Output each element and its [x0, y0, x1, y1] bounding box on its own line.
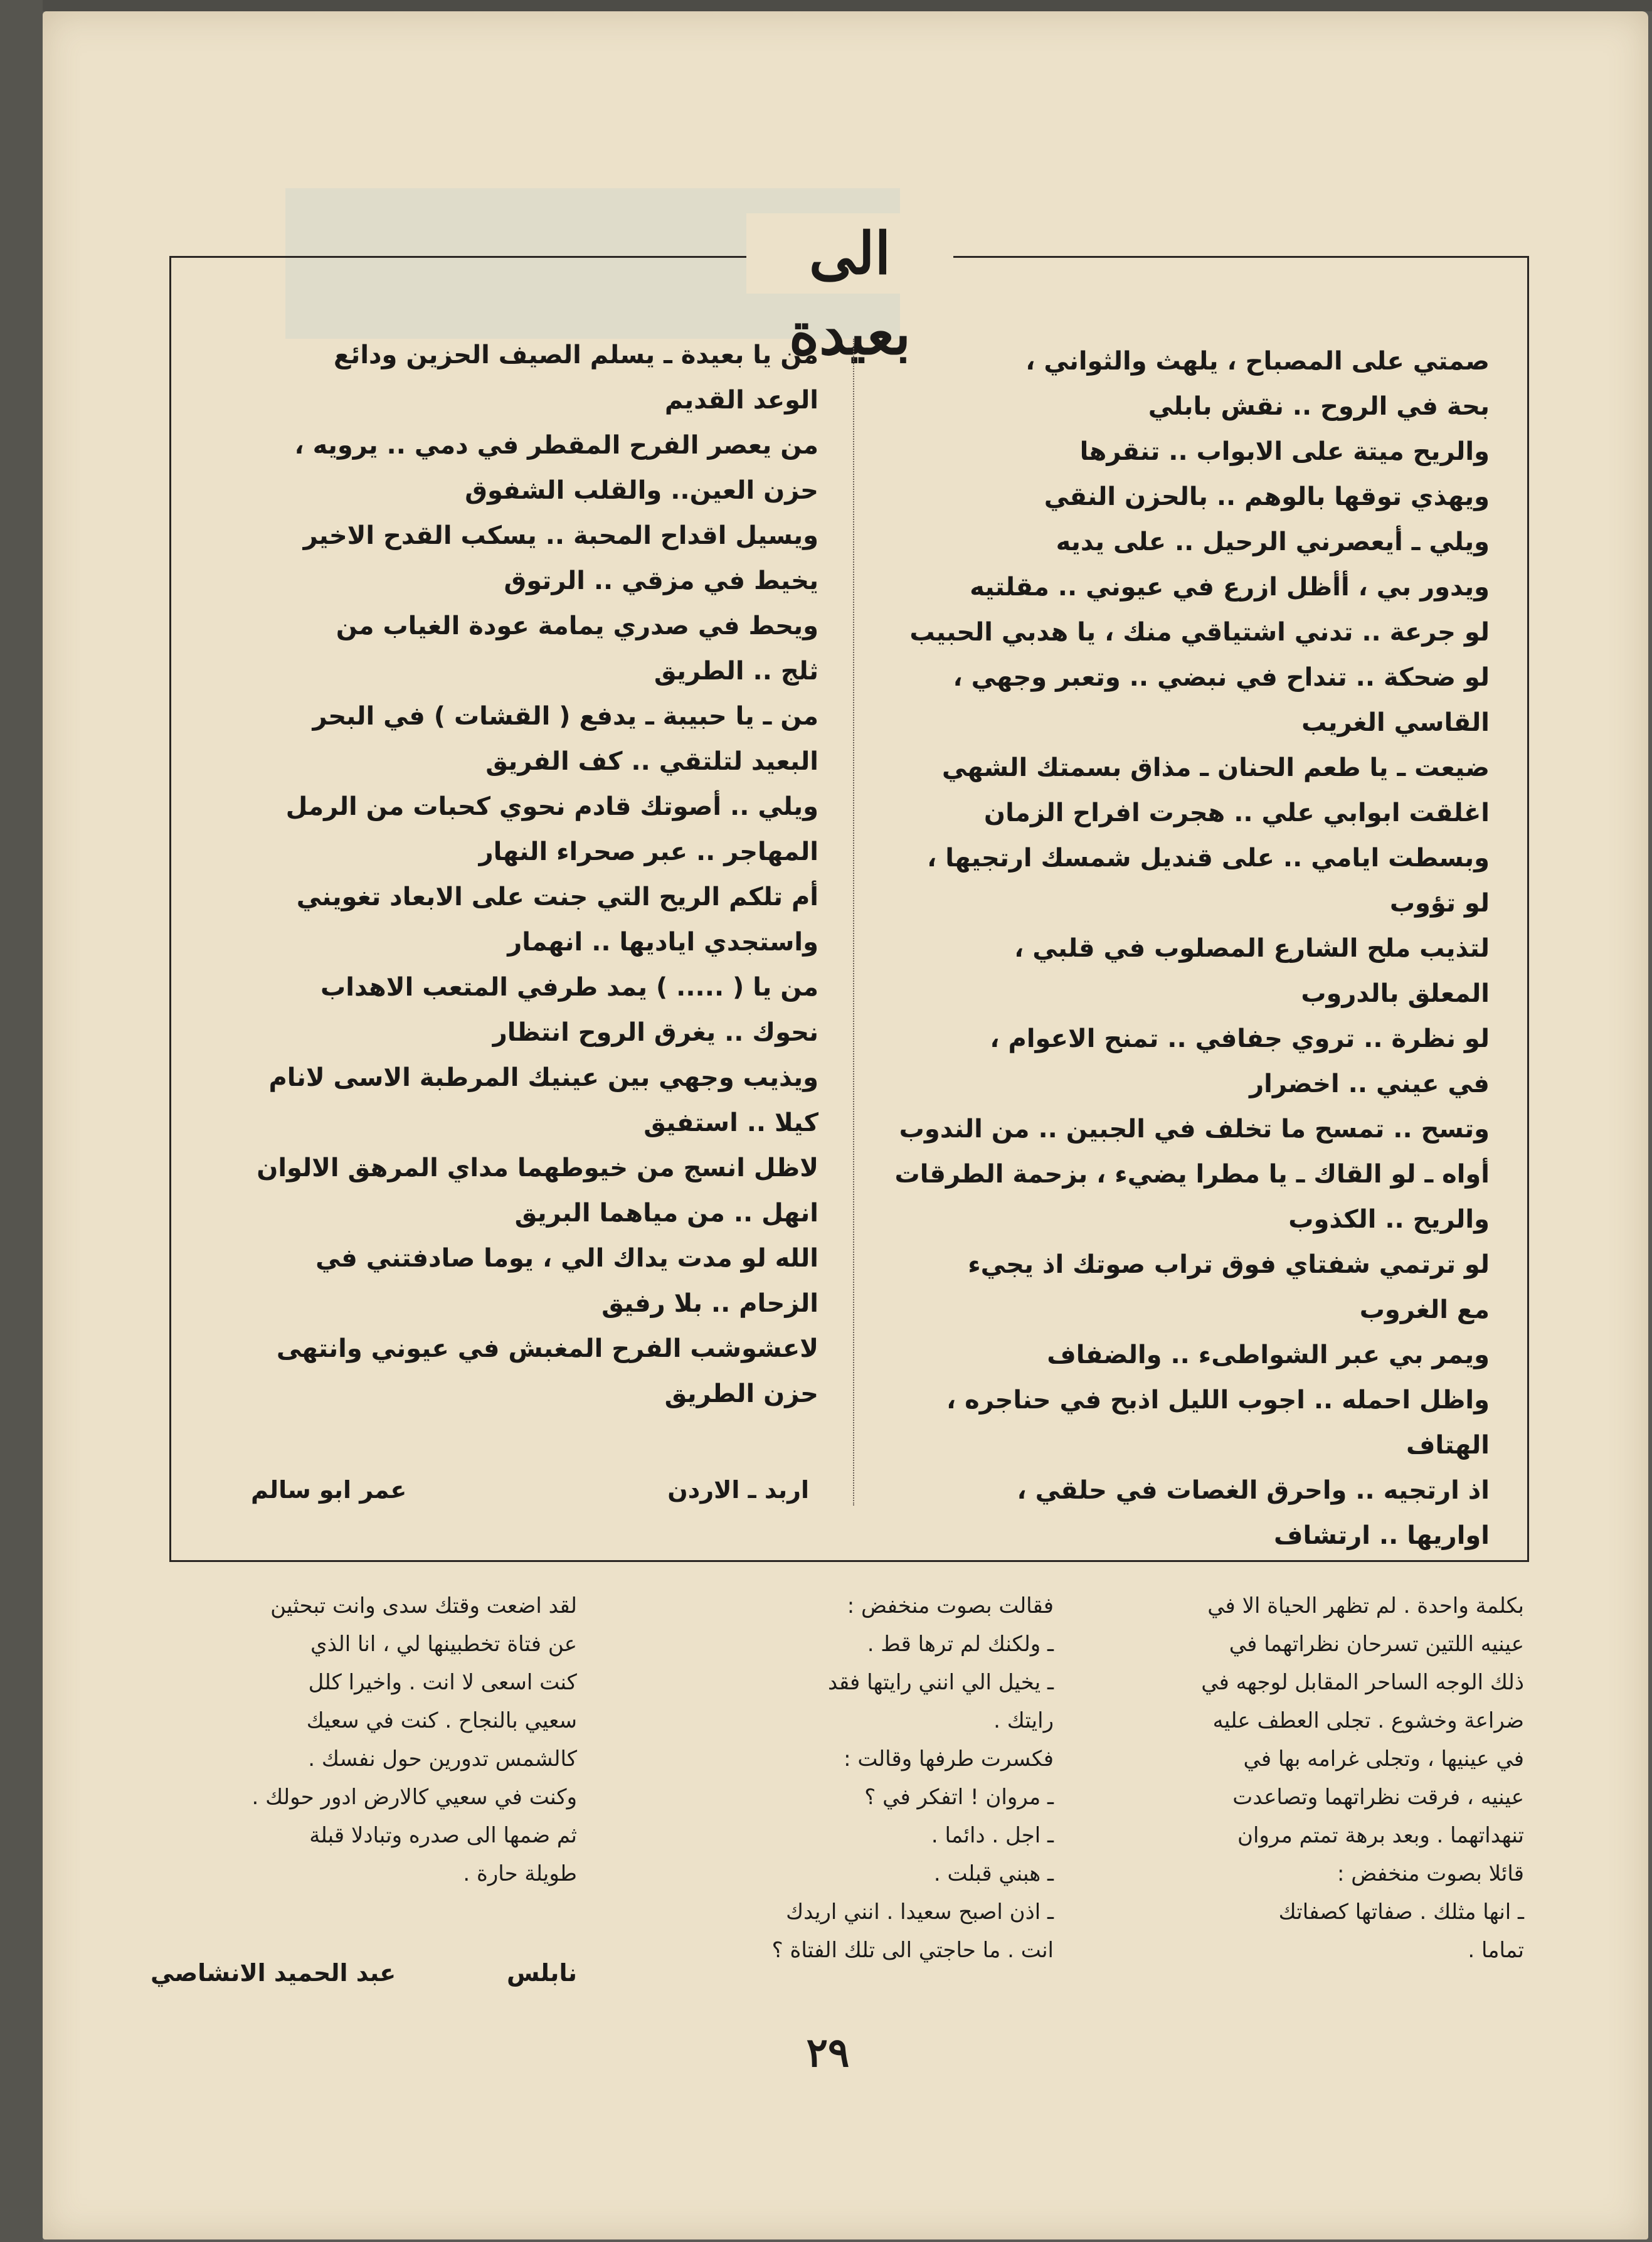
poem-line: لو نظرة .. تروي جفافي .. تمنح الاعوام ، — [990, 1024, 1490, 1053]
story-line: ـ انها مثلك . صفاتها كصفاتك — [1278, 1899, 1524, 1925]
story-line: قائلا بصوت منخفض : — [1337, 1861, 1524, 1886]
poem-line: من يا ( ..... ) يمد طرفي المتعب الاهداب — [320, 973, 818, 1002]
story-line: سعيي بالنجاح . كنت في سعيك — [306, 1708, 577, 1733]
poem-line: وتسح .. تمسح ما تخلف في الجبين .. من الندوب — [899, 1115, 1490, 1144]
story-line: كالشمس تدورين حول نفسك . — [308, 1746, 577, 1772]
poem-line: والريح .. الكذوب — [1288, 1205, 1490, 1234]
poem-line: ضيعت ـ يا طعم الحنان ـ مذاق بسمتك الشهي — [941, 753, 1490, 782]
story-line: بكلمة واحدة . لم تظهر الحياة الا في — [1207, 1593, 1524, 1618]
poem-line: ويحط في صدري يمامة عودة الغياب من — [336, 612, 818, 640]
story-line: ـ يخيل الي انني رايتها فقد — [828, 1670, 1054, 1695]
poem-line: انهل .. من مياهما البريق — [514, 1199, 818, 1228]
poem-line: البعيد لتلتقي .. كف الفريق — [485, 747, 818, 776]
poem-line: كيلا .. استفيق — [643, 1108, 818, 1137]
poem-line: مع الغروب — [1359, 1295, 1490, 1324]
poem-line: لو ضحكة .. تنداح في نبضي .. وتعبر وجهي ، — [953, 663, 1490, 692]
poem-line: ويذيب وجهي بين عينيك المرطبة الاسى لانام — [268, 1063, 818, 1092]
poem-line: المعلق بالدروب — [1301, 979, 1490, 1008]
poem-line: من ـ يا حبيبة ـ يدفع ( القشات ) في البحر — [312, 702, 818, 731]
poem-author: عمر ابو سالم — [251, 1476, 407, 1504]
story-line: عينيه اللتين تسرحان نظراتهما في — [1229, 1632, 1524, 1657]
poem-line: المهاجر .. عبر صحراء النهار — [479, 837, 818, 866]
poem-line: لو ترتمي شفتاي فوق تراب صوتك اذ يجيء — [968, 1250, 1490, 1279]
story-line: تماما . — [1468, 1938, 1524, 1963]
story-line: ـ اذن اصبح سعيدا . انني اريدك — [786, 1899, 1054, 1925]
binding-edge — [0, 0, 43, 2242]
poem-line: ويهذي توقها بالوهم .. بالحزن النقي — [1044, 482, 1490, 511]
story-line: لقد اضعت وقتك سدى وانت تبحثين — [270, 1593, 577, 1618]
poem-left-column — [257, 332, 818, 1416]
poem-line: أم تلكم الريح التي جنت على الابعاد تغويني — [296, 883, 818, 911]
poem-line: من يا بعيدة ـ يسلم الصيف الحزين ودائع — [333, 341, 818, 369]
poem-right-column — [878, 339, 1490, 1558]
poem-line: ويلي ـ أيعصرني الرحيل .. على يديه — [1056, 528, 1490, 556]
poem-line: الزحام .. بلا رفيق — [601, 1289, 818, 1318]
story-line: انت . ما حاجتي الى تلك الفتاة ؟ — [771, 1938, 1054, 1963]
poem-line: ويدور بي ، أأظل ازرع في عيوني .. مقلتيه — [970, 573, 1490, 602]
story-line: تنهداتهما . وبعد برهة تمتم مروان — [1237, 1823, 1524, 1848]
story-line: فقالت بصوت منخفض : — [847, 1593, 1054, 1618]
story-line: عينيه ، فرقت نظراتهما وتصاعدت — [1232, 1785, 1524, 1810]
poem-place: اربد ـ الاردن — [667, 1476, 809, 1504]
story-line: طويلة حارة . — [463, 1861, 577, 1886]
story-line: ـ اجل . دائما . — [931, 1823, 1054, 1848]
story-line: وكنت في سعيي كالارض ادور حولك . — [252, 1785, 577, 1810]
story-line: فكسرت طرفها وقالت : — [844, 1746, 1054, 1772]
poem-line: في عيني .. اخضرار — [1249, 1070, 1490, 1098]
poem-title: الى بعيدة — [746, 213, 953, 294]
story-line: عن فتاة تخطبينها لي ، انا الذي — [310, 1632, 577, 1657]
poem-line: ويسيل اقداح المحبة .. يسكب القدح الاخير — [303, 521, 818, 550]
poem-line: لو جرعة .. تدني اشتياقي منك ، يا هدبي الحبيب — [909, 618, 1490, 647]
page-number: ٢٩ — [806, 2029, 850, 2076]
poem-line: صمتي على المصباح ، يلهث والثواني ، — [1025, 347, 1490, 376]
poem-line: القاسي الغريب — [1301, 708, 1490, 737]
story-place: نابلس — [506, 1959, 577, 1987]
poem-line: لاعشوشب الفرح المغبش في عيوني وانتهى — [276, 1334, 818, 1363]
poem-line: نحوك .. يغرق الروح انتظار — [492, 1018, 818, 1047]
poem-line: من يعصر الفرح المقطر في دمي .. يرويه ، — [294, 431, 818, 460]
poem-line: وبسطت ايامي .. على قنديل شمسك ارتجيها ، — [927, 844, 1490, 873]
poem-line: الهتاف — [1406, 1431, 1490, 1460]
story-line: ـ هبني قبلت . — [933, 1861, 1054, 1886]
story-line: في عينيها ، وتجلى غرامه بها في — [1243, 1746, 1524, 1772]
poem-column-divider — [853, 339, 855, 1506]
poem-line: يخيط في مزقي .. الرتوق — [504, 566, 818, 595]
poem-line: لاظل انسج من خيوطهما مداي المرهق الالوان — [257, 1154, 818, 1182]
poem-line: حزن الطريق — [664, 1379, 818, 1408]
story-line: ـ ولكنك لم ترها قط . — [867, 1632, 1054, 1657]
poem-line: ويلي .. أصوتك قادم نحوي كحبات من الرمل — [285, 792, 818, 821]
story-line: ـ مروان ! اتفكر في ؟ — [864, 1785, 1054, 1810]
story-line: ضراعة وخشوع . تجلى العطف عليه — [1212, 1708, 1524, 1733]
poem-line: لو تؤوب — [1389, 889, 1490, 918]
top-edge — [43, 0, 1652, 11]
poem-line: اواريها .. ارتشاف — [1274, 1521, 1490, 1550]
story-middle-column — [627, 1587, 1054, 1970]
poem-line: لتذيب ملح الشارع المصلوب في قلبي ، — [1014, 934, 1490, 963]
story-line: رايتك . — [993, 1708, 1054, 1733]
poem-line: الله لو مدت يداك الي ، يوما صادفتني في — [315, 1244, 818, 1273]
poem-line: اذ ارتجيه .. واحرق الغصات في حلقي ، — [1017, 1476, 1490, 1505]
story-right-column — [1110, 1587, 1524, 1970]
poem-line: بحة في الروح .. نقش بابلي — [1148, 392, 1490, 421]
story-line: كنت اسعى لا انت . واخيرا كلل — [308, 1670, 577, 1695]
poem-line: حزن العين.. والقلب الشفوق — [465, 476, 818, 505]
story-left-column — [151, 1587, 577, 1893]
story-line: ثم ضمها الى صدره وتبادلا قبلة — [309, 1823, 577, 1848]
poem-line: ثلج .. الطريق — [654, 657, 818, 686]
poem-line: الوعد القديم — [664, 386, 818, 415]
poem-line: واظل احمله .. اجوب الليل اذبح في حناجره ، — [946, 1386, 1490, 1415]
poem-line: اغلقت ابوابي علي .. هجرت افراح الزمان — [983, 799, 1490, 827]
poem-line: ويمر بي عبر الشواطىء .. والضفاف — [1047, 1341, 1490, 1369]
story-line: ذلك الوجه الساحر المقابل لوجهه في — [1201, 1670, 1524, 1695]
poem-line: واستجدي اياديها .. انهمار — [507, 928, 818, 957]
poem-line: أواه ـ لو القاك ـ يا مطرا يضيء ، بزحمة الطرقات — [894, 1160, 1490, 1189]
story-author: عبد الحميد الانشاصي — [151, 1959, 396, 1987]
poem-line: والريح ميتة على الابواب .. تنقرها — [1079, 437, 1490, 466]
